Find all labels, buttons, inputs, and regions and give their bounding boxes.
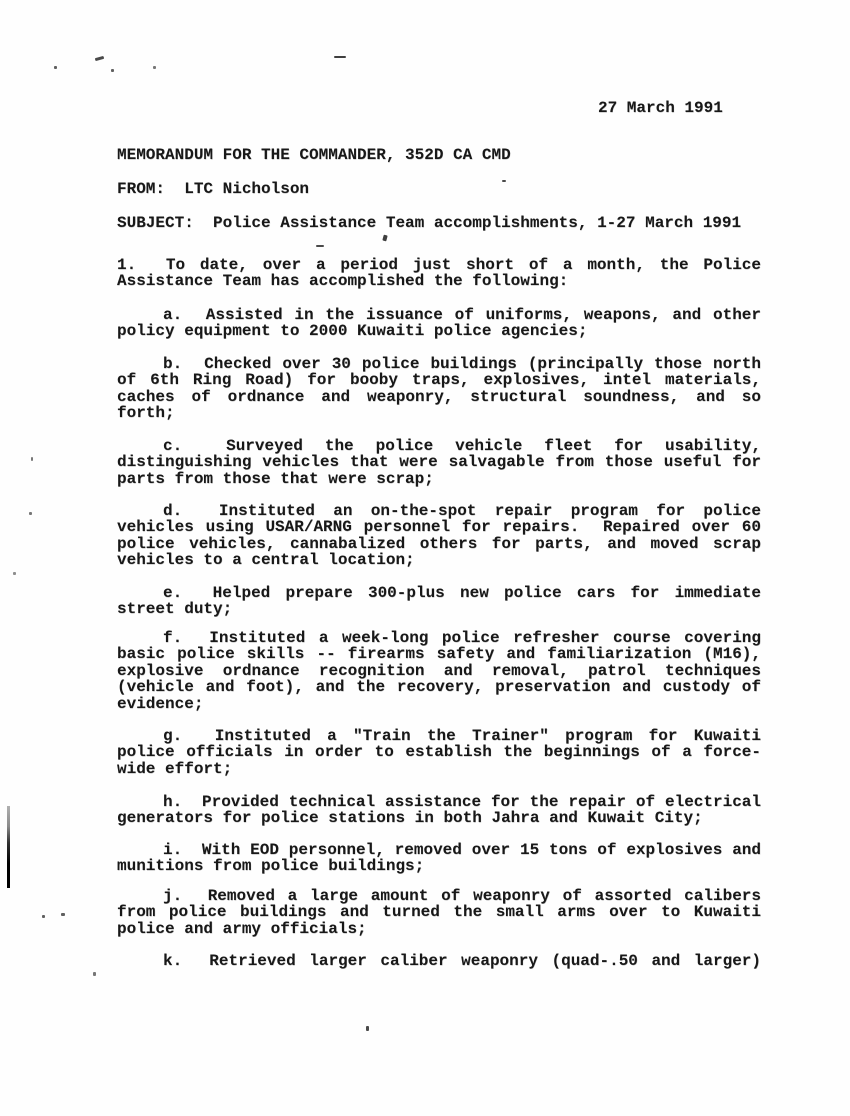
memo-text-line: of 6th Ring Road) for booby traps, explosives, intel materials, (117, 371, 761, 390)
memo-subject-line: SUBJECT: Police Assistance Team accomplishments, 1-27 March 1991 (117, 214, 742, 232)
memo-text-line: e. Helped prepare 300-plus new police cars for immediate (163, 584, 761, 602)
memo-text-line: a. Assisted in the issuance of uniforms, weapons, and other (163, 306, 761, 324)
memo-text-line: police and army officials; (117, 919, 367, 938)
scan-speck (31, 457, 33, 461)
memo-text-line: basic police skills -- firearms safety and familiarization (M16), (117, 645, 761, 664)
memo-text-line: munitions from police buildings; (117, 857, 425, 876)
memo-text-line: parts from those that were scrap; (117, 469, 434, 488)
scan-speck (366, 1026, 369, 1031)
scan-speck (502, 180, 506, 182)
memo-text-line: distinguishing vehicles that were salvagable from those useful for (117, 453, 761, 472)
memo-text-line: from police buildings and turned the small arms over to Kuwaiti (117, 903, 761, 922)
subparagraph-h (117, 794, 761, 827)
memo-text-line: g. Instituted a "Train the Trainer" program for Kuwaiti (163, 727, 761, 745)
scan-speck (93, 972, 96, 976)
scan-speck (95, 56, 104, 61)
memo-text-line: evidence; (117, 694, 204, 713)
scan-speck (29, 512, 32, 515)
memo-date: 27 March 1991 (598, 99, 723, 117)
memo-text-line: k. Retrieved larger caliber weaponry (quad-.50 and larger) (163, 952, 761, 970)
subparagraph-f (117, 630, 761, 712)
memo-text-line: street duty; (117, 600, 233, 619)
subparagraph-d (117, 503, 761, 569)
margin-pen-mark (7, 806, 10, 888)
memo-text-line: vehicles to a central location; (117, 551, 415, 570)
scan-speck (42, 915, 45, 918)
scan-speck (153, 66, 156, 69)
subparagraph-j (117, 888, 761, 937)
memo-text-line: police vehicles, cannabalized others for parts, and moved scrap (117, 534, 761, 553)
memo-text-line: b. Checked over 30 police buildings (principally those north (163, 355, 761, 373)
paragraph-1 (117, 257, 761, 290)
subparagraph-c (117, 438, 761, 487)
memo-text-line: policy equipment to 2000 Kuwaiti police agencies; (117, 322, 588, 341)
memo-from-line: FROM: LTC Nicholson (117, 180, 310, 198)
memo-text-line: h. Provided technical assistance for the repair of electrical (163, 793, 761, 811)
subparagraph-k (117, 953, 761, 969)
memo-text-line: vehicles using USAR/ARNG personnel for repairs. Repaired over 60 (117, 518, 761, 537)
scan-speck (316, 245, 324, 247)
subparagraph-a (117, 307, 761, 340)
subparagraph-b (117, 356, 761, 422)
memo-text-line: explosive ordnance recognition and removal, patrol techniques (117, 661, 761, 680)
memo-text-line: police officials in order to establish the beginnings of a force- (117, 743, 761, 762)
scan-speck (54, 66, 57, 69)
memo-text-line: f. Instituted a week-long police refresher course covering (163, 629, 761, 647)
scan-speck (382, 235, 387, 242)
memo-for-line: MEMORANDUM FOR THE COMMANDER, 352D CA CMD (117, 146, 511, 164)
scan-speck (334, 56, 346, 58)
subparagraph-e (117, 585, 761, 618)
memo-text-line: caches of ordnance and weaponry, structural soundness, and so (117, 387, 761, 406)
memo-text-line: j. Removed a large amount of weaponry of assorted calibers (163, 887, 761, 905)
memo-text-line: wide effort; (117, 759, 233, 778)
subparagraph-g (117, 728, 761, 777)
memo-text-line: d. Instituted an on-the-spot repair program for police (163, 502, 761, 520)
memo-text-line: 1. To date, over a period just short of a month, the Police (117, 256, 761, 274)
scan-speck (61, 913, 65, 916)
memo-text-line: (vehicle and foot), and the recovery, preservation and custody of (117, 678, 761, 697)
memo-text-line: Assistance Team has accomplished the following: (117, 272, 569, 291)
memo-text-line: forth; (117, 404, 175, 423)
memo-text-line: c. Surveyed the police vehicle fleet for usability, (163, 437, 761, 455)
memo-text-line: generators for police stations in both Jahra and Kuwait City; (117, 809, 703, 828)
subparagraph-i (117, 842, 761, 875)
memo-text-line: i. With EOD personnel, removed over 15 tons of explosives and (163, 841, 761, 859)
scan-speck (111, 69, 114, 72)
scan-speck (13, 572, 16, 575)
